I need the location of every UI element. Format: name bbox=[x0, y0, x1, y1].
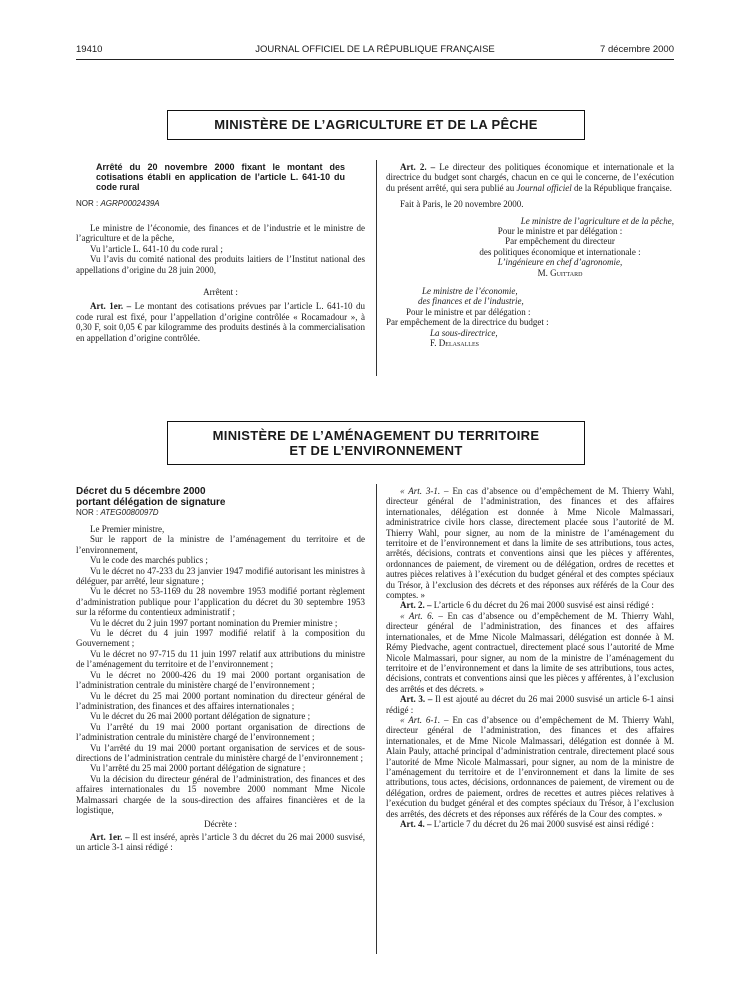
article-label: Art. 1er. – bbox=[90, 301, 132, 312]
article-label: Art. 1er. – bbox=[90, 831, 130, 842]
decret-left-column bbox=[76, 486, 365, 853]
article-label: Art. 4. – bbox=[400, 819, 432, 829]
visa-paragraph: Vu l’arrêté du 19 mai 2000 portant organisation de services et de sous-directions de l’administration centrale du ministère chargé de l’environnement ; bbox=[76, 742, 365, 763]
article-text: Le directeur des politiques économique et internationale et la directrice du budget sont chargés, chacun en ce qui le concerne, de l’exécution du présent arrêté, qui sera publié au bbox=[386, 162, 674, 193]
article-2 bbox=[386, 162, 674, 193]
fait-a-paris: Fait à Paris, le 20 novembre 2000. bbox=[400, 199, 524, 210]
visa-paragraph: Vu le décret du 25 mai 2000 portant nomination du directeur général de l’administration, des finances et des affaires internationales ; bbox=[76, 690, 365, 711]
article-text: En cas d’absence ou d’empêchement de M. Thierry Wahl, directeur général de l’administration, des finances et des affaires internationales, et de Mme Nicole Malmassari, délégation est donnée à M. Alain Pauly, attaché principal d’administration centrale, directement placé sous l’autorité de Mme Nicole Malmassari, pour signer, au nom de la ministre de l’aménagement du territoire et de l’environnement et dans la limite de ses attributions, tous actes, décisions, ordonnances de paiement, de virement ou de délégation, ordres de paiement, ordres de recettes et autres pièces relatives à l’exécution du budget général et des comptes spéciaux du Trésor, à l’exclusion des arrêtés, des décrets et des réponses aux référés de la Cour des comptes. » bbox=[386, 714, 674, 819]
nor-code: ATEG0080097D bbox=[100, 508, 159, 517]
article-1 bbox=[76, 832, 365, 853]
header-rule bbox=[76, 59, 674, 60]
article-label: Art. 2. – bbox=[400, 600, 432, 611]
signature-title: des finances et de l’industrie, bbox=[418, 296, 524, 307]
page-number: 19410 bbox=[76, 44, 103, 55]
article-3 bbox=[386, 694, 674, 715]
visa-paragraph: Vu le décret du 26 mai 2000 portant délégation de signature ; bbox=[90, 711, 311, 722]
nor-label: NOR : bbox=[76, 508, 99, 517]
article-label: Art. 2. – bbox=[400, 162, 436, 172]
article-text: L’article 6 du décret du 26 mai 2000 susvisé est ainsi rédigé : bbox=[433, 600, 654, 611]
journal-officiel-ref: Journal officiel bbox=[516, 182, 572, 193]
decret-title: portant délégation de signature bbox=[76, 497, 226, 508]
signature-line: L’ingénieure en chef d’agronomie, bbox=[497, 257, 623, 268]
signatory-name: F. Delasalles bbox=[430, 338, 479, 349]
article-text: En cas d’absence ou d’empêchement de M. Thierry Wahl, directeur général de l’administration, des finances et des affaires internationales, délégation est donnée à Mme Nicole Malmassari, administratrice civile hors classe, directement placée sous l’autorité de M. Thierry Wahl, pour signer, au nom de la ministre de l’aménagement du territoire et de l’environnement et dans la limite de ses attributions, tous actes, arrêtés, décisions, contrats et conventions ainsi que les pièces y afférentes, ordonnances de paiement, de virement ou de délégation, ordres de recettes et autres pièces relatives à l’exécution du budget général et des comptes spéciaux du Trésor, à l’exclusion des décrets et des réponses aux référés de la Cour des comptes. » bbox=[386, 486, 674, 601]
arrete-title: Arrêté du 20 novembre 2000 fixant le montant des cotisations établi en application de l’article L. 641-10 du code rural bbox=[96, 162, 345, 192]
article-text: Il est inséré, après l’article 3 du décret du 26 mai 2000 susvisé, un article 3-1 ainsi rédigé : bbox=[76, 831, 366, 853]
visa-paragraph: Vu la décision du directeur général de l’administration, des finances et des affaires internationales du 15 novembre 2000 nommant Mme Nicole Malmassari chargée de la sous-direction des affaires financières et de la logistique, bbox=[76, 773, 365, 815]
signature-line: des politiques économique et internationale : bbox=[479, 246, 641, 257]
ministry-name-line: MINISTÈRE DE L’AMÉNAGEMENT DU TERRITOIRE bbox=[212, 428, 540, 443]
journal-title: JOURNAL OFFICIEL DE LA RÉPUBLIQUE FRANÇAISE bbox=[255, 44, 495, 55]
signature-line: Pour le ministre et par délégation : bbox=[497, 226, 623, 237]
nor-reference bbox=[76, 508, 365, 518]
ministry-heading-territoire bbox=[167, 421, 585, 465]
signature-line: La sous-directrice, bbox=[430, 327, 498, 338]
ministry-name: MINISTÈRE DE L’AGRICULTURE ET DE LA PÊCHE bbox=[214, 117, 538, 132]
visa-paragraph: Vu le code des marchés publics ; bbox=[90, 555, 208, 566]
article-3-1 bbox=[386, 486, 674, 600]
nor-reference bbox=[76, 199, 365, 209]
signature-title: Le ministre de l’agriculture et de la pêche, bbox=[520, 215, 674, 226]
signatory-name: M. Guittard bbox=[537, 267, 583, 278]
visa-paragraph: Le ministre de l’économie, des finances et de l’industrie et le ministre de l’agriculture et de la pêche, bbox=[76, 223, 365, 244]
article-label: « Art. 6. – bbox=[400, 610, 443, 621]
article-text: de la République française. bbox=[573, 182, 672, 193]
nor-code: AGRP0002439A bbox=[100, 199, 160, 208]
article-text: Le montant des cotisations prévues par l’article L. 641-10 du code rural est fixé, pour l’appellation d’origine contrôlée « Rocamadour », à 0,30 F, soit 0,05 € par kilogramme des produits destinés à la commercialisation en appellation d’origine contrôlée. bbox=[76, 301, 366, 343]
visa-paragraph: Vu le décret no 47-233 du 23 janvier 1947 modifié autorisant les ministres à déléguer, par arrêté, leur signature ; bbox=[76, 565, 365, 587]
article-6-1 bbox=[386, 715, 674, 819]
article-text: L’article 7 du décret du 26 mai 2000 susvisé est ainsi rédigé : bbox=[433, 819, 654, 829]
signature-line: Pour le ministre et par délégation : bbox=[406, 306, 531, 317]
visa-paragraph: Vu le décret no 2000-426 du 19 mai 2000 portant organisation de l’administration centrale du ministère chargé de l’environnement ; bbox=[76, 669, 365, 691]
column-divider bbox=[376, 160, 377, 376]
article-1 bbox=[76, 301, 365, 343]
nor-label: NOR : bbox=[76, 199, 99, 208]
article-2 bbox=[386, 600, 674, 610]
visa-paragraph: Vu le décret du 2 juin 1997 portant nomination du Premier ministre ; bbox=[90, 617, 338, 628]
visa-paragraph: Sur le rapport de la ministre de l’aménagement du territoire et de l’environnement, bbox=[76, 534, 365, 555]
arrete-right-column bbox=[386, 162, 674, 349]
visa-paragraph: Le Premier ministre, bbox=[90, 524, 165, 534]
arretent-label: Arrêtent : bbox=[203, 287, 238, 298]
visa-paragraph: Vu l’arrêté du 25 mai 2000 portant délégation de signature ; bbox=[90, 763, 306, 774]
visa-paragraph: Vu le décret du 4 juin 1997 modifié relatif à la composition du Gouvernement ; bbox=[76, 628, 365, 649]
running-header bbox=[76, 44, 674, 58]
issue-date: 7 décembre 2000 bbox=[600, 44, 674, 55]
decret-title: Décret du 5 décembre 2000 bbox=[76, 486, 206, 497]
signature-line: Par empêchement de la directrice du budget : bbox=[386, 317, 549, 328]
article-4 bbox=[386, 819, 674, 829]
visa-paragraph: Vu l’arrêté du 19 mai 2000 portant organisation de directions de l’administration centrale du ministère chargé de l’environnement ; bbox=[76, 721, 365, 743]
signature-line: Par empêchement du directeur bbox=[505, 236, 615, 247]
column-divider bbox=[376, 484, 377, 954]
article-label: « Art. 6-1. – bbox=[400, 714, 449, 725]
signature-title: Le ministre de l’économie, bbox=[422, 286, 518, 297]
ministry-name-line: ET DE L’ENVIRONNEMENT bbox=[289, 443, 463, 458]
decrete-label: Décrète : bbox=[204, 819, 237, 830]
visa-paragraph: Vu l’article L. 641-10 du code rural ; bbox=[90, 243, 223, 254]
visa-paragraph: Vu l’avis du comité national des produits laitiers de l’Institut national des appellations d’origine du 28 juin 2000, bbox=[76, 254, 365, 275]
article-label: « Art. 3-1. – bbox=[400, 486, 449, 496]
visa-paragraph: Vu le décret no 97-715 du 11 juin 1997 relatif aux attributions du ministre de l’aménagement du territoire et de l’environnement ; bbox=[76, 648, 365, 670]
decret-right-column bbox=[386, 486, 674, 829]
article-6 bbox=[386, 611, 674, 694]
article-text: Il est ajouté au décret du 26 mai 2000 susvisé un article 6-1 ainsi rédigé : bbox=[386, 694, 675, 715]
article-text: En cas d’absence ou d’empêchement de M. Thierry Wahl, directeur général de l’administration, des finances et des affaires internationales, et de Mme Nicole Malmassari, délégation est donnée à M. Rémy Piedvache, agent contractuel, directement placé sous l’autorité de Mme Nicole Malmassari, pour signer, au nom de la ministre de l’aménagement du territoire et de l’environnement et dans la limite de ses attributions, tous actes, décisions, contrats et conventions ainsi que les pièces y afférentes, à l’exclusion des arrêtés et des décrets. » bbox=[386, 610, 675, 694]
visa-paragraph: Vu le décret no 53-1169 du 28 novembre 1953 modifié portant règlement d’administration publique pour l’application du décret du 30 septembre 1953 sur la réforme du contentieux administratif ; bbox=[76, 586, 365, 618]
arrete-left-column bbox=[76, 162, 365, 343]
ministry-heading-agriculture bbox=[167, 110, 585, 140]
article-label: Art. 3. – bbox=[400, 694, 433, 705]
